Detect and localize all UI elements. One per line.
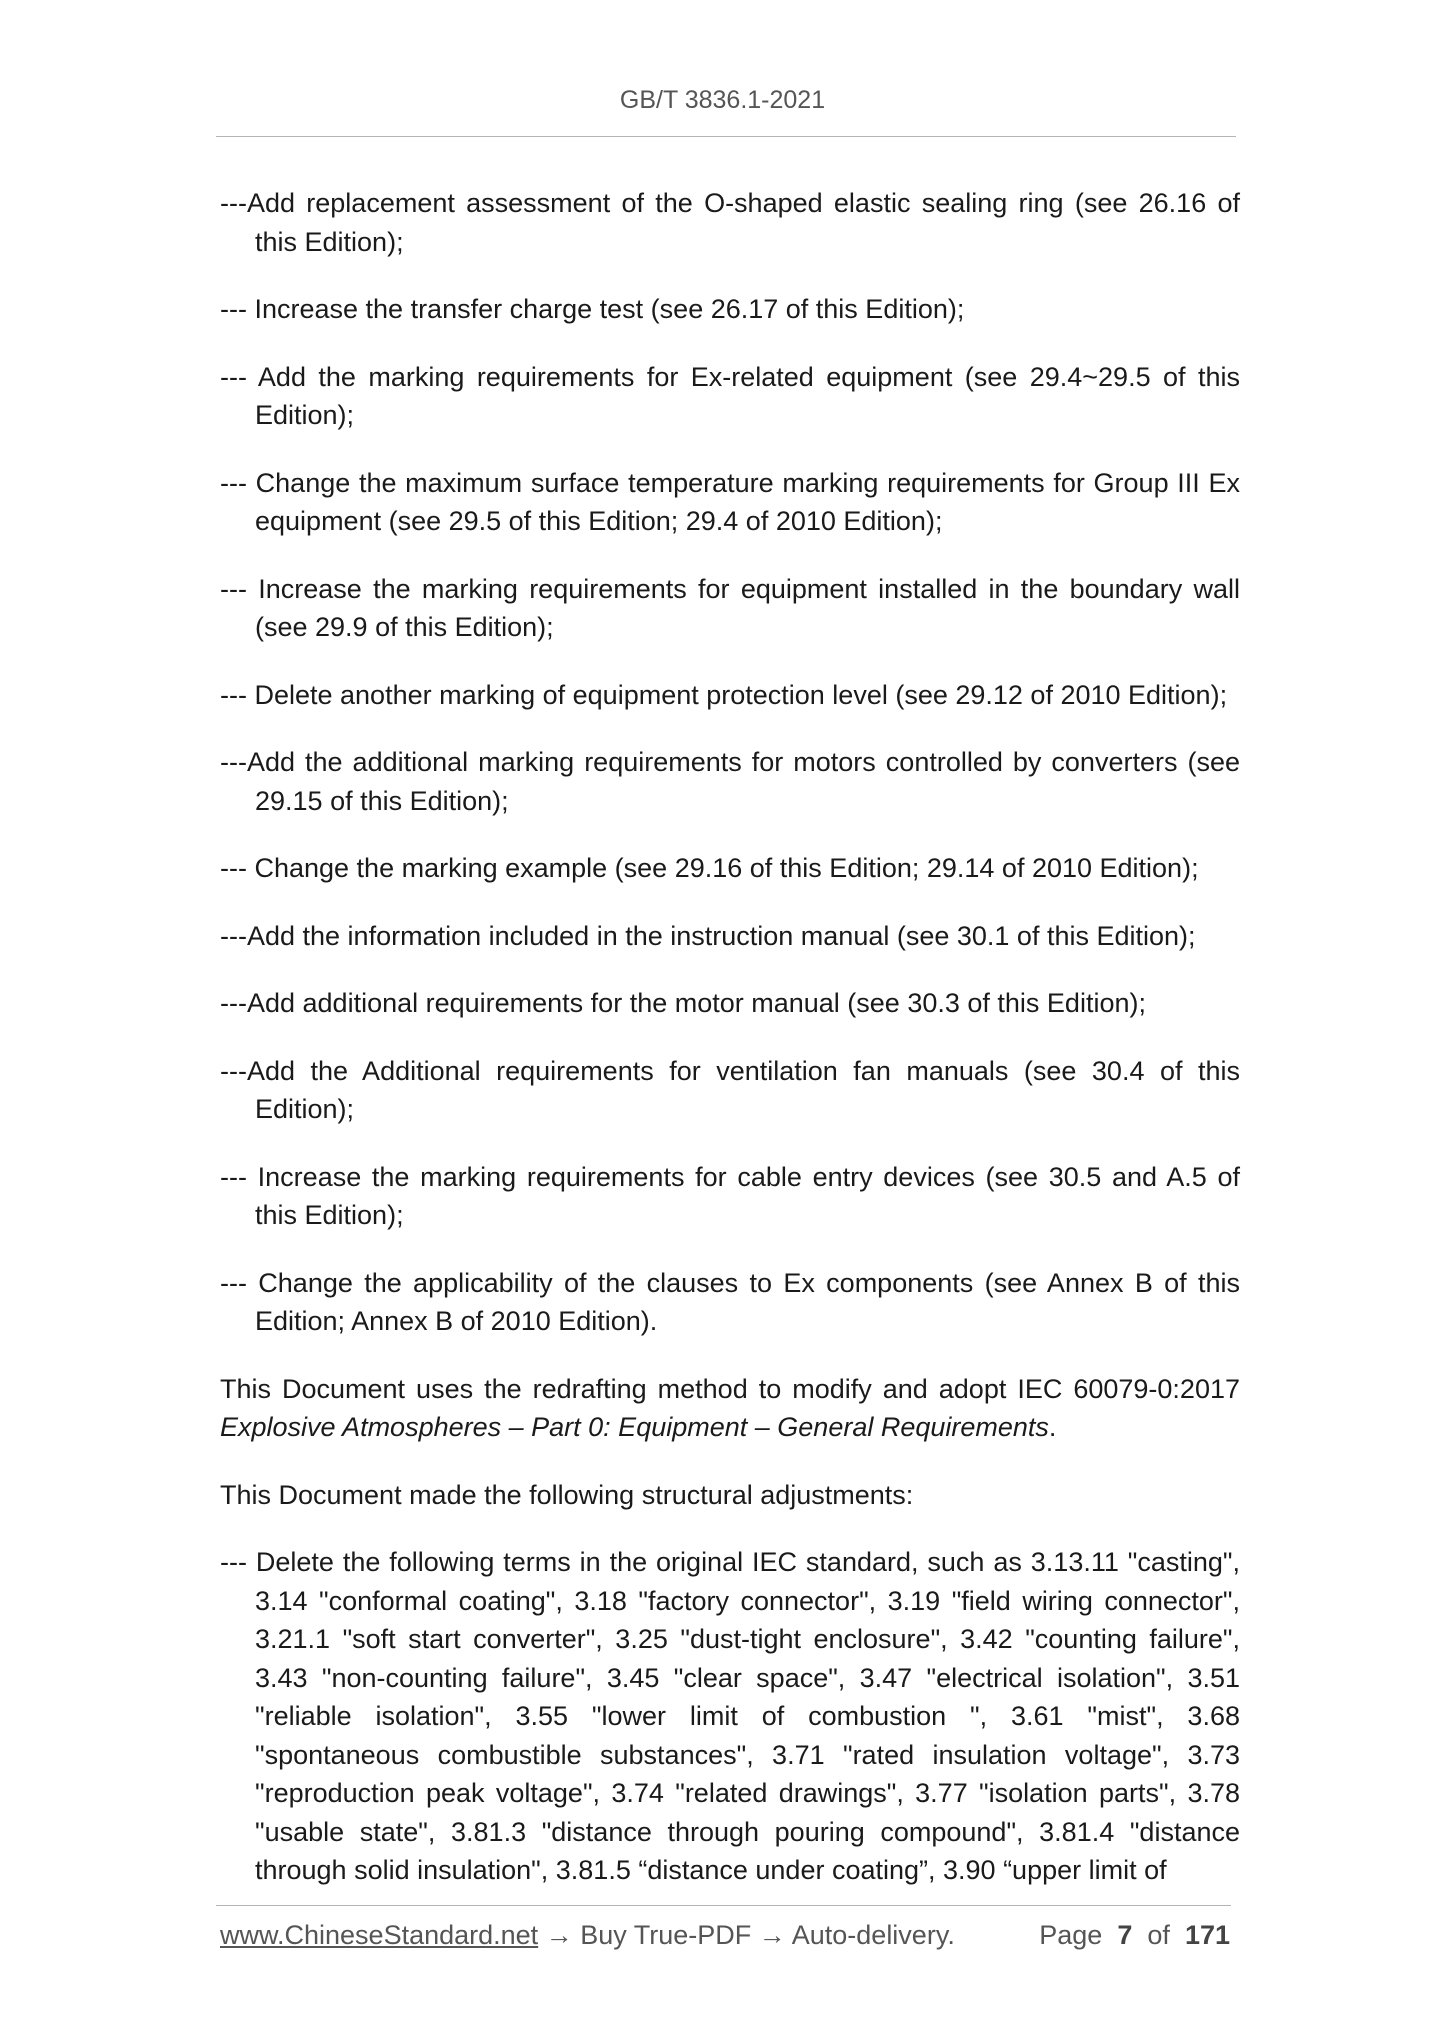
change-item: ---Add the Additional requirements for ventilation fan manuals (see 30.4 of this Edition); xyxy=(220,1055,1240,1124)
change-item: --- Add the marking requirements for Ex-related equipment (see 29.4~29.5 of this Edition); xyxy=(220,361,1240,430)
adoption-tail: . xyxy=(1048,1412,1057,1442)
page-header: GB/T 3836.1-2021 xyxy=(619,86,826,114)
change-item: ---Add additional requirements for the motor manual (see 30.3 of this Edition); xyxy=(220,988,1146,1018)
change-item: --- Change the applicability of the clauses to Ex components (see Annex B of this Edition; Annex B of 2010 Edition). xyxy=(220,1267,1240,1336)
change-item: --- Increase the transfer charge test (see 26.17 of this Edition); xyxy=(220,294,965,324)
change-item: --- Increase the marking requirements for equipment installed in the boundary wall (see 29.9 of this Edition); xyxy=(220,573,1240,642)
adoption-paragraph xyxy=(220,1370,1240,1447)
document-body xyxy=(220,184,1240,1919)
footer-promo-text: → Buy True-PDF → Auto-delivery. xyxy=(538,1920,955,1950)
page-footer xyxy=(220,1920,1230,1956)
footer-promo xyxy=(220,1920,955,1951)
header-divider xyxy=(216,136,1236,137)
adoption-lead: This Document uses the redrafting method to modify and adopt IEC 60079-0:2017 xyxy=(220,1373,1240,1404)
of-label: of xyxy=(1147,1920,1170,1950)
page-indicator xyxy=(1039,1920,1230,1951)
structural-intro: This Document made the following structural adjustments: xyxy=(220,1479,914,1510)
adopted-standard-title: Explosive Atmospheres – Part 0: Equipment – General Requirements xyxy=(220,1412,1049,1442)
change-item: ---Add the information included in the instruction manual (see 30.1 of this Edition); xyxy=(220,920,1196,951)
change-item: ---Add the additional marking requirements for motors controlled by converters (see 29.15 of this Edition); xyxy=(220,747,1240,816)
structural-item: --- Delete the following terms in the original IEC standard, such as 3.13.11 "casting", 3.14 "conformal coating", 3.18 "factory connector", 3.19 "field wiring connector", 3.21.1 "soft start converter", 3.25 "dust-tight enclosure", 3.42 "counting failure", 3.43 "non-counting failure", 3.45 "clear space", 3.47 "electrical isolation", 3.51 "reliable isolation", 3.55 "lower limit of combustion ", 3.61 "mist", 3.68 "spontaneous combustible substances", 3.71 "rated insulation voltage", 3.73 "reproduction peak voltage", 3.74 "related drawings", 3.77 "isolation parts", 3.78 "usable state", 3.81.3 "distance through pouring compound", 3.81.4 "distance through solid insulation", 3.81.5 “distance under coating”, 3.90 “upper limit of xyxy=(220,1547,1240,1885)
total-pages: 171 xyxy=(1184,1920,1230,1950)
change-item: --- Increase the marking requirements for cable entry devices (see 30.5 and A.5 of this Edition); xyxy=(220,1161,1240,1230)
change-item: --- Delete another marking of equipment protection level (see 29.12 of 2010 Edition); xyxy=(220,679,1228,710)
change-item: --- Change the marking example (see 29.16 of this Edition; 29.14 of 2010 Edition); xyxy=(220,853,1199,883)
current-page: 7 xyxy=(1117,1920,1133,1950)
page-label: Page xyxy=(1039,1920,1103,1950)
change-item: --- Change the maximum surface temperature marking requirements for Group III Ex equipment (see 29.5 of this Edition; 29.4 of 2010 Edition); xyxy=(220,467,1240,536)
footer-divider xyxy=(216,1905,1231,1906)
site-link[interactable]: www.ChineseStandard.net xyxy=(220,1920,539,1950)
change-item: ---Add replacement assessment of the O-shaped elastic sealing ring (see 26.16 of this Edition); xyxy=(220,188,1240,257)
